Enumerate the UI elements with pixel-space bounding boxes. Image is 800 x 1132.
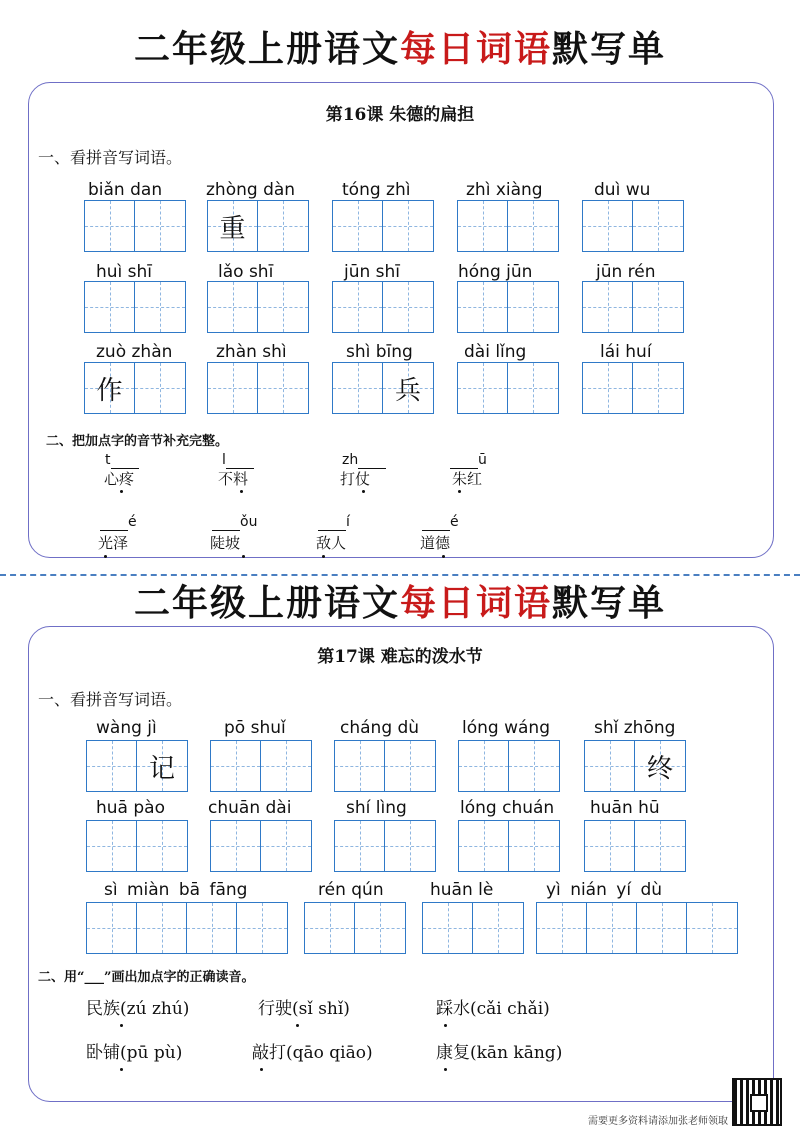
- page2-title: 二年级上册语文每日词语默写单: [133, 583, 667, 624]
- writing-grid[interactable]: [458, 740, 560, 792]
- syllable-blank[interactable]: é: [422, 514, 459, 531]
- syllable-blank[interactable]: zh: [342, 452, 386, 469]
- pinyin: dài lǐng: [464, 342, 527, 362]
- pinyin: shì bīng: [346, 342, 413, 362]
- writing-grid[interactable]: 记: [86, 740, 188, 792]
- page-divider: [0, 574, 800, 576]
- page2-section2-heading: 二、用“___”画出加点字的正确读音。: [38, 970, 255, 985]
- pinyin: jūn rén: [596, 262, 656, 282]
- reading-choice[interactable]: 敲打(qāo qiāo): [252, 1043, 373, 1063]
- pinyin: hóng jūn: [458, 262, 533, 282]
- pinyin: sì miàn bā fāng: [104, 880, 248, 900]
- writing-grid[interactable]: [582, 362, 684, 414]
- pinyin: lóng wáng: [462, 718, 550, 738]
- pinyin: huā pào: [96, 798, 165, 818]
- emphasis-dot: [444, 1068, 447, 1071]
- pinyin: pō shuǐ: [224, 718, 286, 738]
- page1-section1-heading: 一、看拼音写词语。: [38, 148, 183, 167]
- writing-grid[interactable]: [84, 281, 186, 333]
- writing-grid[interactable]: [207, 362, 309, 414]
- pinyin: jūn shī: [344, 262, 401, 282]
- emphasis-dot: [120, 490, 123, 493]
- pinyin: tóng zhì: [342, 180, 411, 200]
- writing-grid[interactable]: [334, 740, 436, 792]
- syllable-blank[interactable]: ǒu: [212, 514, 257, 531]
- emphasis-dot: [362, 490, 365, 493]
- writing-grid[interactable]: [422, 902, 524, 954]
- writing-grid[interactable]: [210, 820, 312, 872]
- emphasis-dot: [322, 555, 325, 558]
- pinyin: huì shī: [96, 262, 153, 282]
- writing-grid[interactable]: [332, 281, 434, 333]
- writing-grid[interactable]: [332, 200, 434, 252]
- reading-choice[interactable]: 民族(zú zhú): [86, 999, 190, 1019]
- dotted-word: 朱红: [452, 470, 483, 488]
- emphasis-dot: [444, 1024, 447, 1027]
- writing-grid[interactable]: 兵: [332, 362, 434, 414]
- emphasis-dot: [242, 555, 245, 558]
- pinyin: shǐ zhōng: [594, 718, 676, 738]
- emphasis-dot: [120, 1068, 123, 1071]
- pinyin: cháng dù: [340, 718, 420, 738]
- writing-grid[interactable]: [207, 281, 309, 333]
- pinyin: biǎn dan: [88, 180, 163, 200]
- writing-grid[interactable]: [304, 902, 406, 954]
- pinyin: zhàn shì: [216, 342, 287, 362]
- emphasis-dot: [458, 490, 461, 493]
- writing-grid[interactable]: [582, 200, 684, 252]
- emphasis-dot: [260, 1068, 263, 1071]
- pinyin: lǎo shī: [218, 262, 274, 282]
- writing-grid[interactable]: [457, 281, 559, 333]
- qr-code-icon: [732, 1078, 782, 1126]
- writing-grid[interactable]: [582, 281, 684, 333]
- dotted-word: 心疼: [104, 470, 135, 488]
- page1-lesson-title: 第16课 朱德的扁担: [325, 105, 475, 125]
- pinyin: shí lìng: [346, 798, 407, 818]
- dotted-word: 不料: [218, 470, 249, 488]
- page2-lesson-title: 第17课 难忘的泼水节: [317, 647, 483, 667]
- emphasis-dot: [442, 555, 445, 558]
- page1-title: 二年级上册语文每日词语默写单: [133, 29, 667, 70]
- reading-choice[interactable]: 行驶(sǐ shǐ): [258, 999, 350, 1019]
- writing-grid[interactable]: 重: [207, 200, 309, 252]
- reading-choice[interactable]: 康复(kān kāng): [436, 1043, 563, 1063]
- reading-choice[interactable]: 踩水(cǎi chǎi): [436, 999, 550, 1019]
- page1-section2-heading: 二、把加点字的音节补充完整。: [46, 434, 229, 449]
- writing-grid[interactable]: 作: [84, 362, 186, 414]
- writing-grid[interactable]: [84, 200, 186, 252]
- dotted-word: 陡坡: [210, 534, 241, 552]
- writing-grid[interactable]: [457, 200, 559, 252]
- pinyin: lóng chuán: [460, 798, 555, 818]
- writing-grid[interactable]: [536, 902, 738, 954]
- syllable-blank[interactable]: t: [105, 452, 139, 469]
- pinyin: zhì xiàng: [466, 180, 543, 200]
- writing-grid[interactable]: [458, 820, 560, 872]
- writing-grid[interactable]: [86, 820, 188, 872]
- pinyin: zhòng dàn: [206, 180, 296, 200]
- writing-grid[interactable]: [584, 820, 686, 872]
- pinyin: rén qún: [318, 880, 384, 900]
- syllable-blank[interactable]: l: [222, 452, 254, 469]
- reading-choice[interactable]: 卧铺(pū pù): [86, 1043, 183, 1063]
- page2-section1-heading: 一、看拼音写词语。: [38, 690, 183, 709]
- writing-grid[interactable]: [86, 902, 288, 954]
- pinyin: lái huí: [600, 342, 652, 362]
- pinyin: chuān dài: [208, 798, 292, 818]
- emphasis-dot: [240, 490, 243, 493]
- footer-note: 需要更多资料请添加张老师领取: [588, 1116, 728, 1127]
- emphasis-dot: [296, 1024, 299, 1027]
- pinyin: yì nián yí dù: [546, 880, 663, 900]
- pinyin: duì wu: [594, 180, 651, 200]
- syllable-blank[interactable]: í: [318, 514, 350, 531]
- pinyin: zuò zhàn: [96, 342, 173, 362]
- pinyin: wàng jì: [96, 718, 157, 738]
- dotted-word: 打仗: [340, 470, 371, 488]
- writing-grid[interactable]: 终: [584, 740, 686, 792]
- pinyin: huān lè: [430, 880, 494, 900]
- writing-grid[interactable]: [334, 820, 436, 872]
- writing-grid[interactable]: [210, 740, 312, 792]
- writing-grid[interactable]: [457, 362, 559, 414]
- emphasis-dot: [120, 1024, 123, 1027]
- emphasis-dot: [104, 555, 107, 558]
- dotted-word: 敌人: [316, 534, 347, 552]
- pinyin: huān hū: [590, 798, 660, 818]
- dotted-word: 道德: [420, 534, 451, 552]
- syllable-blank[interactable]: ū: [450, 452, 487, 469]
- syllable-blank[interactable]: é: [100, 514, 137, 531]
- dotted-word: 光泽: [98, 534, 129, 552]
